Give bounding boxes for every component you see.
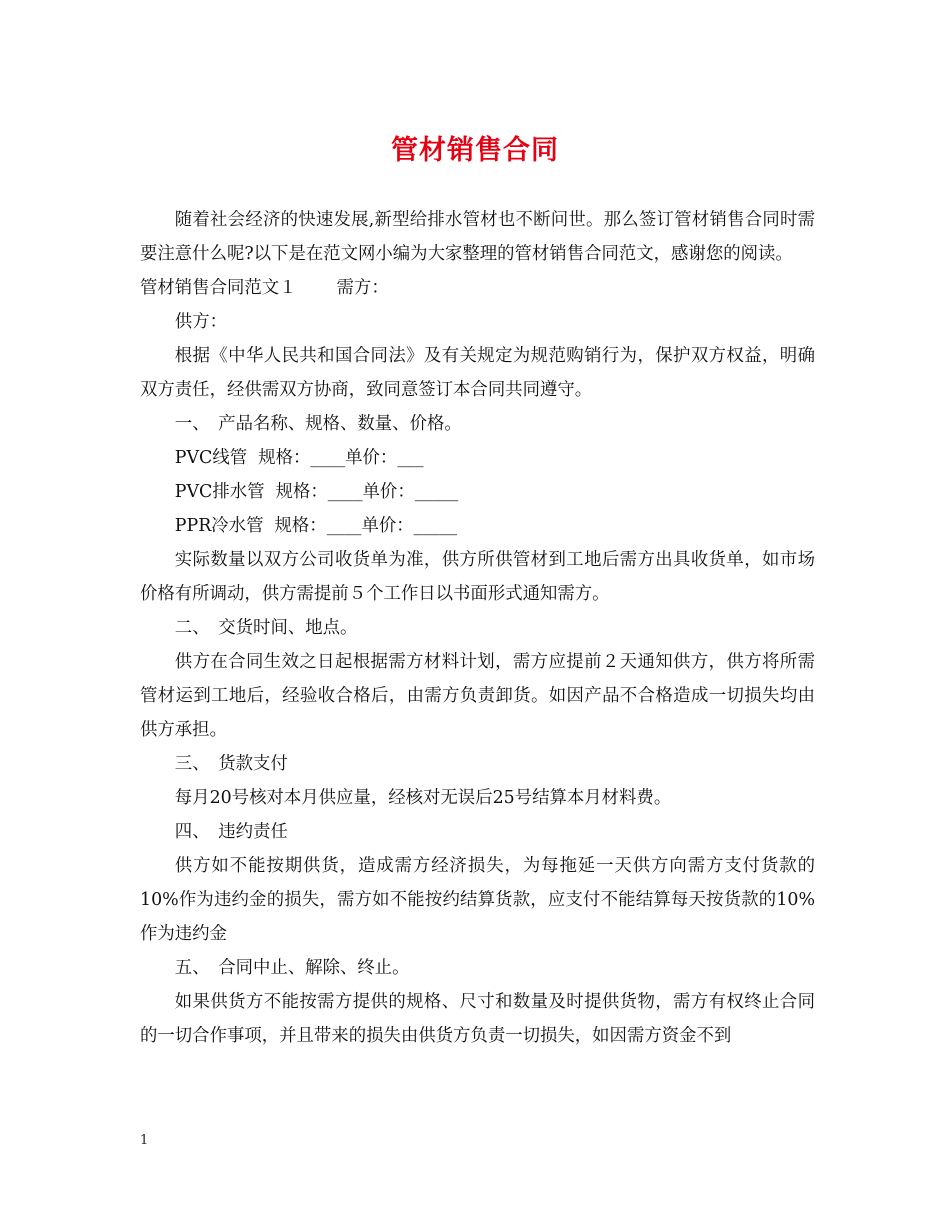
quantity-clause: 实际数量以双方公司收货单为准，供方所供管材到工地后需方出具收货单，如市场价格有所调动，供方需提前５个工作日以书面形式通知需方。	[140, 550, 815, 604]
supplier-label: 供方：	[174, 312, 227, 332]
payment-clause: 每月20号核对本月供应量，经核对无误后25号结算本月材料费。	[174, 788, 672, 808]
product-item-pvc-drain: PVC排水管 规格：____单价：_____	[174, 482, 459, 502]
product-item-pvc-wire: PVC线管 规格：____单价：___	[174, 448, 424, 468]
section-heading-3: 三、 货款支付	[174, 754, 288, 774]
spacer	[297, 271, 337, 305]
buyer-label: 需方：	[336, 278, 389, 298]
section-heading-2: 二、 交货时间、地点。	[174, 618, 358, 638]
document-body	[140, 203, 815, 1053]
preamble-paragraph: 根据《中华人民共和国合同法》及有关规定为规范购销行为，保护双方权益，明确双方责任，经供需双方协商，致同意签订本合同共同遵守。	[140, 346, 815, 400]
section-heading-1: 一、 产品名称、规格、数量、价格。	[174, 414, 462, 434]
section-heading-5: 五、 合同中止、解除、终止。	[174, 958, 410, 978]
page-number: 1	[140, 1133, 149, 1148]
sample-heading-row	[140, 271, 815, 305]
intro-paragraph: 随着社会经济的快速发展,新型给排水管材也不断问世。那么签订管材销售合同时需要注意什么呢?以下是在范文网小编为大家整理的管材销售合同范文，感谢您的阅读。	[140, 210, 815, 264]
delivery-clause: 供方在合同生效之日起根据需方材料计划，需方应提前２天通知供方，供方将所需管材运到工地后，经验收合格后，由需方负责卸货。如因产品不合格造成一切损失均由供方承担。	[140, 652, 815, 740]
sample-title: 管材销售合同范文１	[140, 278, 297, 298]
product-item-ppr: PPR冷水管 规格：____单价：_____	[174, 516, 458, 536]
section-heading-4: 四、 违约责任	[174, 822, 288, 842]
breach-clause: 供方如不能按期供货，造成需方经济损失，为每拖延一天供方向需方支付货款的10%作为违约金的损失，需方如不能按约结算货款，应支付不能结算每天按货款的10%作为违约金	[140, 856, 815, 944]
document-title: 管材销售合同	[391, 135, 559, 166]
termination-clause: 如果供货方不能按需方提供的规格、尺寸和数量及时提供货物，需方有权终止合同的一切合作事项，并且带来的损失由供货方负责一切损失，如因需方资金不到	[140, 992, 815, 1046]
